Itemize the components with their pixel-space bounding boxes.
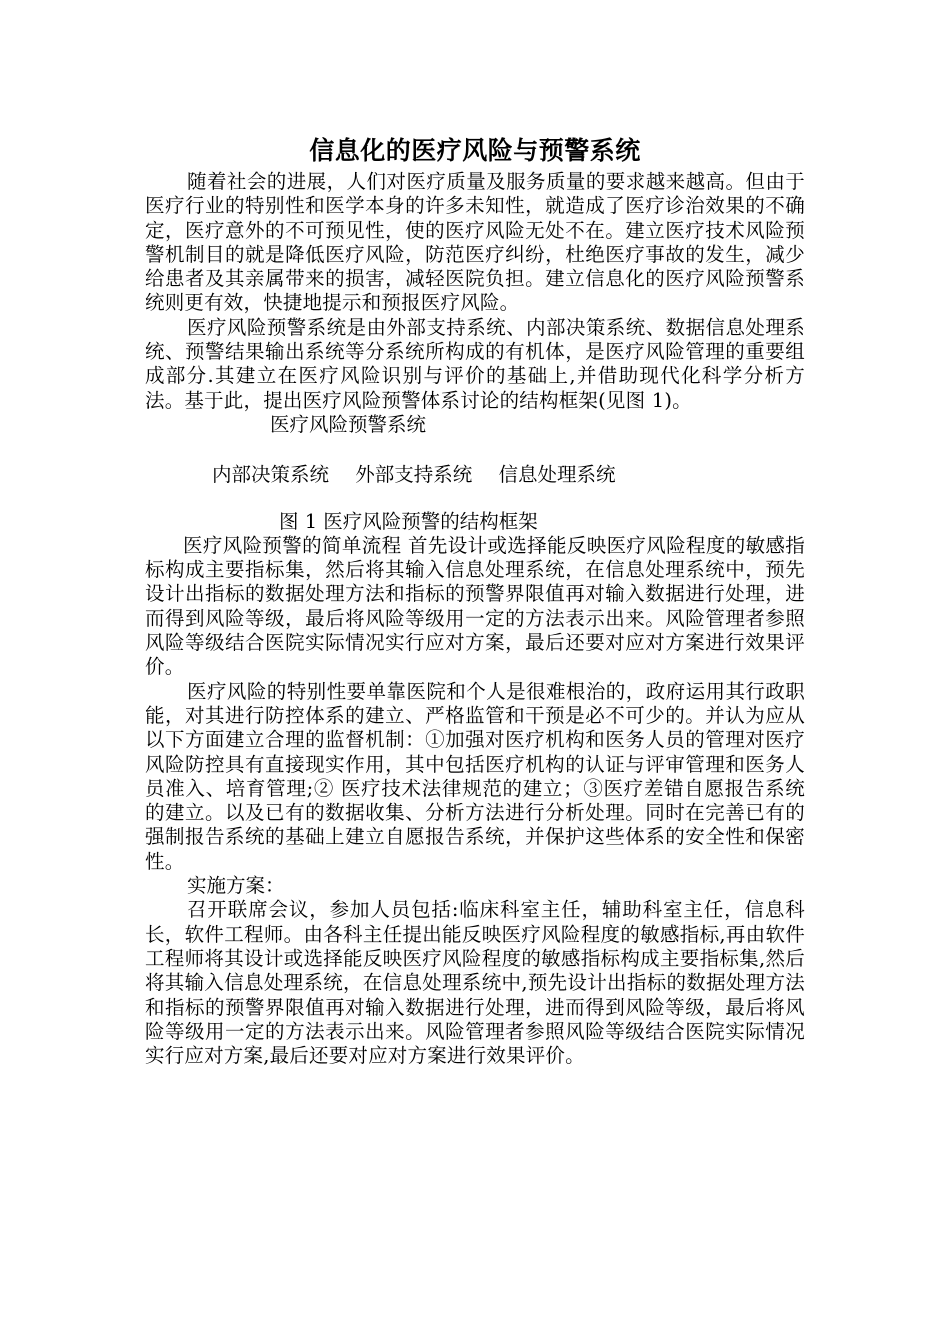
diagram-top-node: 医疗风险预警系统 (270, 412, 427, 436)
diagram-subsystem-row (145, 463, 805, 487)
diagram-node-information-processing: 信息处理系统 (498, 463, 616, 487)
paragraph-workflow: 医疗风险预警的简单流程 首先设计或选择能反映医疗风险程度的敏感指标构成主要指标集，然后将其输入信息处理系统，在信息处理系统中，预先设计出指标的数据处理方法和指标的预警界限值再对输入数据进行处理，进而得到风险等级，最后将风险等级用一定的方法表示出来。风险管理者参照风险等级结合医院实际情况实行应对方案，最后还要对应对方案进行效果评价。 (145, 533, 805, 679)
figure-caption: 图 1 医疗风险预警的结构框架 (279, 509, 538, 533)
document-body (145, 132, 805, 1068)
diagram-node-internal-decision: 内部决策系统 (212, 463, 330, 487)
diagram-node-external-support: 外部支持系统 (355, 463, 473, 487)
paragraph-system-definition: 医疗风险预警系统是由外部支持系统、内部决策系统、数据信息处理系统、预警结果输出系统等分系统所构成的有机体，是医疗风险管理的重要组成部分.其建立在医疗风险识别与评价的基础上,并借助现代化科学分析方法。基于此，提出医疗风险预警体系讨论的结构框架(见图 1)。 (145, 315, 805, 412)
paragraph-intro: 随着社会的进展，人们对医疗质量及服务质量的要求越来越高。但由于医疗行业的特别性和医学本身的许多未知性，就造成了医疗诊治效果的不确定，医疗意外的不可预见性，使的医疗风险无处不在。建立医疗技术风险预警机制目的就是降低医疗风险，防范医疗纠纷，杜绝医疗事故的发生，减少给患者及其亲属带来的损害，减轻医院负担。建立信息化的医疗风险预警系统则更有效，快捷地提示和预报医疗风险。 (145, 170, 805, 315)
structure-diagram (145, 413, 805, 534)
paragraph-government-supervision: 医疗风险的特别性要单靠医院和个人是很难根治的，政府运用其行政职能，对其进行防控体系的建立、严格监管和干预是必不可少的。并认为应从以下方面建立合理的监督机制：①加强对医疗机构和医务人员的管理对医疗风险防控具有直接现实作用，其中包括医疗机构的认证与评审管理和医务人员准入、培育管理;② 医疗技术法律规范的建立；③医疗差错自愿报告系统的建立。以及已有的数据收集、分析方法进行分析处理。同时在完善已有的强制报告系统的基础上建立自愿报告系统，并保护这些体系的安全性和保密性。 (145, 679, 805, 873)
document-title: 信息化的医疗风险与预警系统 (309, 136, 641, 165)
paragraph-implementation: 召开联席会议，参加人员包括:临床科室主任，辅助科室主任，信息科长，软件工程师。由各科主任提出能反映医疗风险程度的敏感指标,再由软件工程师将其设计或选择能反映医疗风险程度的敏感指标构成主要指标集,然后将其输入信息处理系统，在信息处理系统中,预先设计出指标的数据处理方法和指标的预警界限值再对输入数据进行处理，进而得到风险等级，最后将风险等级用一定的方法表示出来。风险管理者参照风险等级结合医院实际情况实行应对方案,最后还要对应对方案进行效果评价。 (145, 898, 805, 1068)
section-label-implementation: 实施方案： (187, 874, 285, 898)
